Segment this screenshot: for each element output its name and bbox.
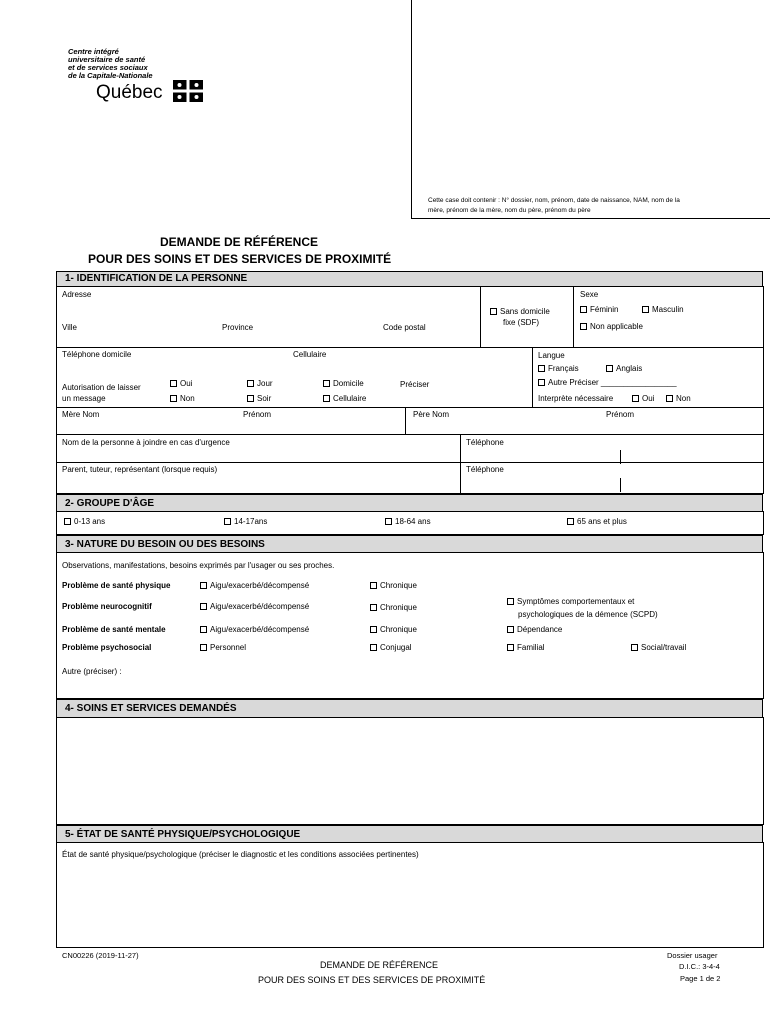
mental-health-label: Problème de santé mentale [62, 625, 166, 634]
message-yes-checkbox[interactable]: Oui [170, 379, 192, 389]
postal-code-label: Code postal [383, 323, 426, 332]
scpd-checkbox[interactable]: Symptômes comportementaux et [507, 597, 634, 607]
footer-page: Page 1 de 2 [680, 974, 721, 983]
home-phone-label: Téléphone domicile [62, 350, 132, 359]
scpd-label: psychologiques de la démence (SCPD) [518, 610, 658, 619]
guardian-phone-label: Téléphone [466, 465, 504, 474]
male-checkbox[interactable]: Masculin [642, 305, 684, 315]
message-authorization-label: un message [62, 394, 106, 403]
language-label: Langue [538, 351, 565, 360]
age-0-13-checkbox[interactable]: 0-13 ans [64, 517, 105, 527]
physical-chronic-checkbox[interactable]: Chronique [370, 581, 417, 591]
age-14-17-checkbox[interactable]: 14-17ans [224, 517, 267, 527]
other-language-checkbox[interactable]: Autre Préciser _________________ [538, 378, 677, 388]
age-18-64-checkbox[interactable]: 18-64 ans [385, 517, 431, 527]
message-no-checkbox[interactable]: Non [170, 394, 195, 404]
physical-acute-checkbox[interactable]: Aigu/exacerbé/décompensé [200, 581, 309, 591]
emergency-phone-label: Téléphone [466, 438, 504, 447]
organization-logo [68, 48, 153, 80]
mother-name-label: Mère Nom [62, 410, 100, 419]
not-applicable-checkbox[interactable]: Non applicable [580, 322, 643, 332]
logo-line: et de services sociaux [68, 63, 148, 72]
sdf-label: fixe (SDF) [503, 318, 539, 327]
footer-dic: D.I.C.: 3-4-4 [679, 962, 720, 971]
fleur-de-lis-flag-icon [173, 80, 203, 102]
female-checkbox[interactable]: Féminin [580, 305, 618, 315]
personal-checkbox[interactable]: Personnel [200, 643, 246, 653]
day-checkbox[interactable]: Jour [247, 379, 273, 389]
quebec-wordmark: Québec [96, 82, 163, 103]
patient-id-box[interactable] [411, 0, 770, 219]
mental-chronic-checkbox[interactable]: Chronique [370, 625, 417, 635]
province-label: Province [222, 323, 254, 332]
interpreter-label: Interprète nécessaire [538, 394, 614, 403]
section-5-heading: 5- ÉTAT DE SANTÉ PHYSIQUE/PSYCHOLOGIQUE [56, 825, 763, 843]
section-3-heading: 3- NATURE DU BESOIN OU DES BESOINS [56, 535, 763, 553]
logo-line: de la Capitale-Nationale [68, 71, 153, 80]
home-checkbox[interactable]: Domicile [323, 379, 364, 389]
mother-firstname-label: Prénom [243, 410, 272, 419]
observations-label: Observations, manifestations, besoins exprimés par l'usager ou ses proches. [62, 561, 335, 570]
specify-label: Préciser [400, 380, 430, 389]
physical-health-label: Problème de santé physique [62, 581, 171, 590]
page-subtitle: POUR DES SOINS ET DES SERVICES DE PROXIMITÉ [88, 252, 392, 266]
page-title: DEMANDE DE RÉFÉRENCE [160, 235, 319, 249]
section-2-heading: 2- GROUPE D'ÂGE [56, 494, 763, 512]
cellular-checkbox[interactable]: Cellulaire [323, 394, 366, 404]
logo-line: universitaire de santé [68, 55, 146, 64]
father-firstname-label: Prénom [606, 410, 635, 419]
section-4-heading: 4- SOINS ET SERVICES DEMANDÉS [56, 699, 763, 718]
social-work-checkbox[interactable]: Social/travail [631, 643, 686, 653]
neuro-chronic-checkbox[interactable]: Chronique [370, 603, 417, 613]
father-name-label: Père Nom [413, 410, 450, 419]
french-checkbox[interactable]: Français [538, 364, 579, 374]
section-1-heading: 1- IDENTIFICATION DE LA PERSONNE [56, 271, 763, 287]
id-box-note: mère, prénom de la mère, nom du père, prénom du père [428, 207, 591, 214]
city-label: Ville [62, 323, 77, 332]
age-65-plus-checkbox[interactable]: 65 ans et plus [567, 517, 627, 527]
dependency-checkbox[interactable]: Dépendance [507, 625, 562, 635]
health-status-instruction: État de santé physique/psychologique (préciser le diagnostic et les conditions associées pertinentes) [62, 850, 419, 859]
address-label: Adresse [62, 290, 92, 299]
message-authorization-label: Autorisation de laisser [62, 383, 141, 392]
conjugal-checkbox[interactable]: Conjugal [370, 643, 412, 653]
mental-acute-checkbox[interactable]: Aigu/exacerbé/décompensé [200, 625, 309, 635]
interpreter-no-checkbox[interactable]: Non [666, 394, 691, 404]
neuro-acute-checkbox[interactable]: Aigu/exacerbé/décompensé [200, 602, 309, 612]
psychosocial-label: Problème psychosocial [62, 643, 152, 652]
guardian-label: Parent, tuteur, représentant (lorsque requis) [62, 465, 218, 474]
other-specify-label: Autre (préciser) : [62, 667, 122, 676]
footer-title: DEMANDE DE RÉFÉRENCE [320, 960, 439, 970]
sdf-checkbox[interactable]: Sans domicile [490, 307, 550, 317]
requested-services-field[interactable] [56, 717, 764, 825]
evening-checkbox[interactable]: Soir [247, 394, 271, 404]
footer-dossier: Dossier usager [667, 951, 718, 960]
footer-subtitle: POUR DES SOINS ET DES SERVICES DE PROXIMITÉ [258, 975, 486, 985]
cell-phone-label: Cellulaire [293, 350, 327, 359]
id-box-note: Cette case doit contenir : N° dossier, nom, prénom, date de naissance, NAM, nom de la [428, 197, 680, 204]
sex-label: Sexe [580, 290, 599, 299]
interpreter-yes-checkbox[interactable]: Oui [632, 394, 654, 404]
form-code: CN00226 (2019-11-27) [62, 951, 139, 960]
neurocognitive-label: Problème neurocognitif [62, 602, 152, 611]
english-checkbox[interactable]: Anglais [606, 364, 642, 374]
emergency-contact-label: Nom de la personne à joindre en cas d'urgence [62, 438, 230, 447]
logo-line: Centre intégré [68, 47, 119, 56]
family-checkbox[interactable]: Familial [507, 643, 545, 653]
